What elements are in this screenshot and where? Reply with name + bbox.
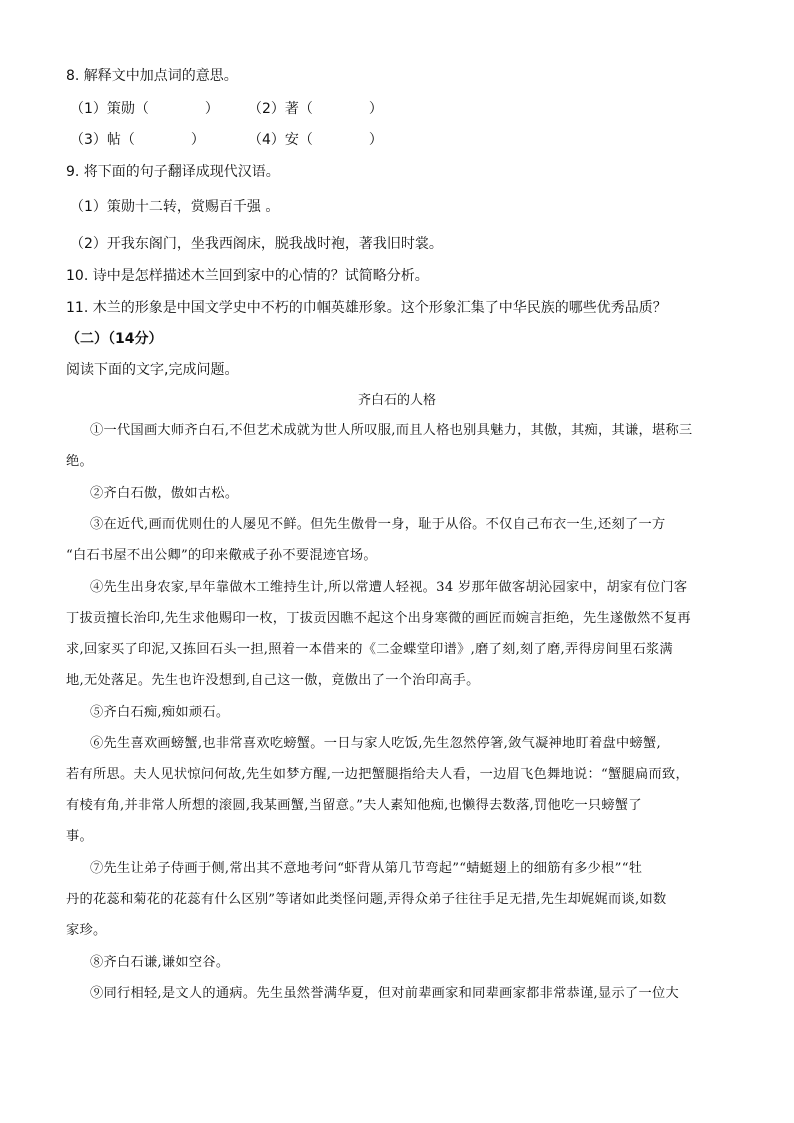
article-line: 求,回家买了印泥,又拣回石头一担,照着一本借来的《二金蝶堂印谱》,磨了刻,刻了磨,弄得房间里石浆满 bbox=[66, 642, 673, 657]
article-line: 若有所思。夫人见状惊问何故,先生如梦方醒,一边把蟹腿指给夫人看，一边眉飞色舞地说：“蟹腿扁而致， bbox=[66, 767, 689, 782]
q8-item-3: （3）帖（ ） bbox=[70, 132, 205, 148]
q9-sentence-1: （1）策勋十二转，赏赐百千强 。 bbox=[70, 199, 280, 215]
article-line: ⑥先生喜欢画螃蟹,也非常喜欢吃螃蟹。一日与家人吃饭,先生忽然停箸,敛气凝神地盯着盘中螃蟹, bbox=[90, 736, 661, 751]
article-line: ①一代国画大师齐白石,不但艺术成就为世人所叹服,而且人格也别具魅力，其傲，其痴，其谦，堪称三 bbox=[90, 423, 693, 438]
q8-item-4: （4）安（ ） bbox=[248, 132, 383, 148]
article-line: 家珍。 bbox=[66, 923, 107, 938]
article-line: 丹的花蕊和菊花的花蕊有什么区别”等诸如此类怪问题,弄得众弟子往往手足无措,先生却娓娓而谈,如数 bbox=[66, 892, 667, 907]
article-line: 事。 bbox=[66, 829, 93, 844]
article-line: 地,无处落足。先生也许没想到,自己这一傲，竟傲出了一个治印高手。 bbox=[66, 673, 480, 688]
article-line: ⑨同行相轻,是文人的通病。先生虽然誉满华夏，但对前辈画家和同辈画家都非常恭谨,显示了一位大 bbox=[90, 986, 679, 1001]
article-line: ⑤齐白石痴,痴如顽石。 bbox=[90, 705, 230, 720]
q8-item-1: （1）策勋（ ） bbox=[70, 101, 219, 117]
q9-sentence-2: （2）开我东阁门，坐我西阁床，脱我战时袍，著我旧时裳。 bbox=[70, 236, 443, 252]
article-line: 绝。 bbox=[66, 454, 93, 469]
article-line: 丁拔贡擅长治印,先生求他赐印一枚，丁拔贡因瞧不起这个出身寒微的画匠而婉言拒绝，先生遂傲然不复再 bbox=[66, 611, 691, 626]
question-10: 10. 诗中是怎样描述木兰回到家中的心情的？试简略分析。 bbox=[66, 268, 429, 284]
article-line: ⑧齐白石谦,谦如空谷。 bbox=[90, 955, 230, 970]
q8-item-2: （2）著（ ） bbox=[248, 101, 383, 117]
article-line: ③在近代,画而优则仕的人屡见不鲜。但先生傲骨一身，耻于从俗。不仅自己布衣一生,还刻了一方 bbox=[90, 517, 666, 532]
article-line: 有棱有角,并非常人所想的滚圆,我某画蟹,当留意。”夫人素知他痴,也懒得去数落,罚他吃一只螃蟹了 bbox=[66, 798, 642, 813]
article-line: ②齐白石傲，傲如古松。 bbox=[90, 486, 239, 501]
q8-prompt: 8. 解释文中加点词的意思。 bbox=[66, 68, 238, 84]
q9-prompt: 9. 将下面的句子翻译成现代汉语。 bbox=[66, 164, 280, 180]
section-heading: （二）（14分） bbox=[66, 331, 163, 347]
question-11: 11. 木兰的形象是中国文学史中不朽的巾帼英雄形象。这个形象汇集了中华民族的哪些优秀品质？ bbox=[66, 300, 667, 316]
article-line: “白石书屋不出公卿”的印来儆戒子孙不要混迹官场。 bbox=[66, 548, 377, 563]
article-line: ⑦先生让弟子侍画于侧,常出其不意地考问“虾背从第几节弯起”“蜻蜓翅上的细筋有多少根”“牡 bbox=[90, 861, 643, 876]
section-instruction: 阅读下面的文字,完成问题。 bbox=[66, 362, 239, 378]
article-title: 齐白石的人格 bbox=[357, 393, 436, 408]
article-line: ④先生出身农家,早年靠做木工维持生计,所以常遭人轻视。34 岁那年做客胡沁园家中，胡家有位门客 bbox=[90, 580, 688, 595]
